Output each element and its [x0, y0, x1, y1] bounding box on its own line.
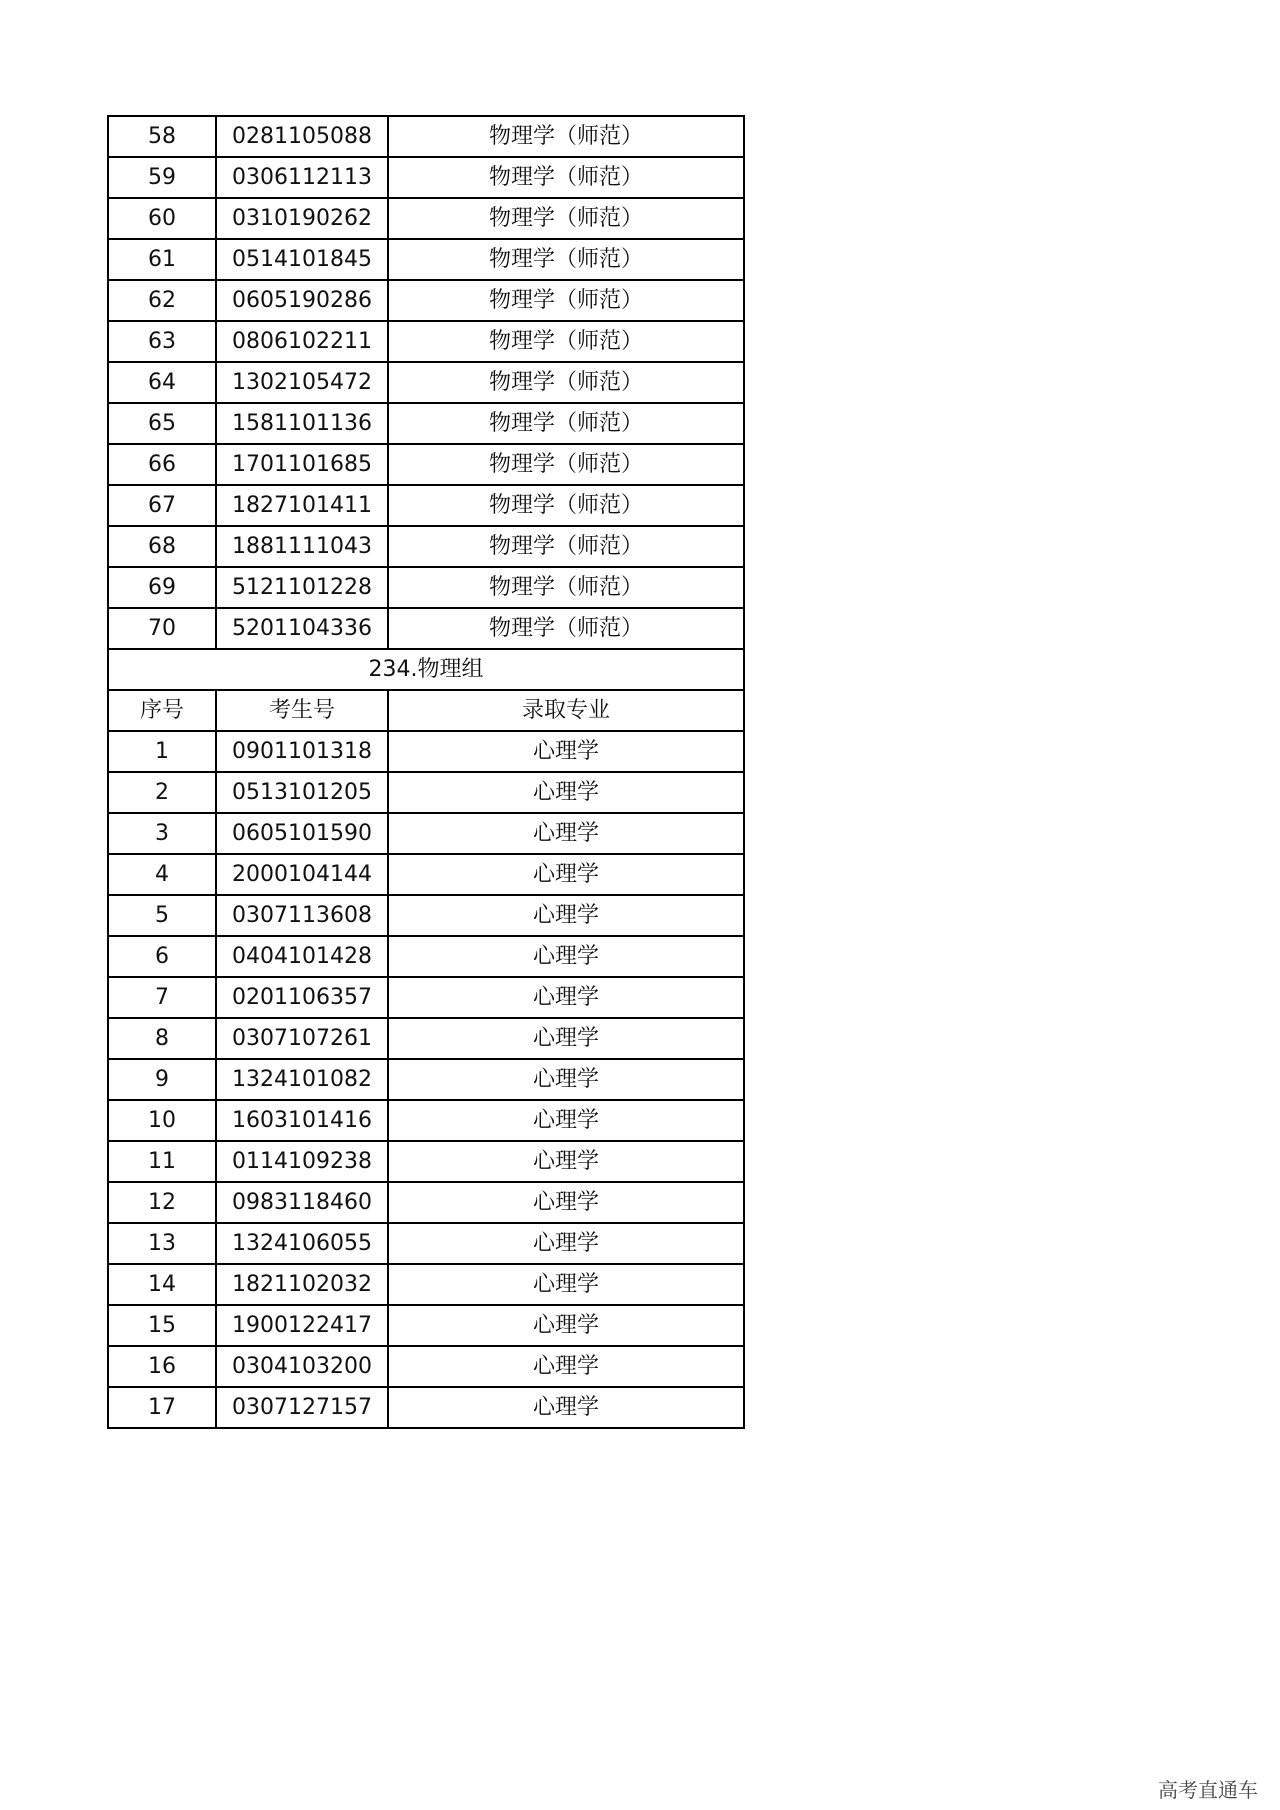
row-major: 心理学: [388, 977, 744, 1018]
row-exam-no: 0306112113: [216, 157, 388, 198]
row-major: 心理学: [388, 895, 744, 936]
row-exam-no: 5121101228: [216, 567, 388, 608]
row-major: 心理学: [388, 1223, 744, 1264]
row-major: 物理学（师范）: [388, 280, 744, 321]
row-major: 心理学: [388, 936, 744, 977]
row-exam-no: 0901101318: [216, 731, 388, 772]
row-exam-no: 0983118460: [216, 1182, 388, 1223]
table-row: [108, 772, 744, 813]
row-exam-no: 0307107261: [216, 1018, 388, 1059]
watermark: 高考直通车: [1158, 1778, 1258, 1802]
row-major: 物理学（师范）: [388, 362, 744, 403]
row-index: 60: [108, 198, 216, 239]
row-exam-no: 0281105088: [216, 116, 388, 157]
row-major: 心理学: [388, 1387, 744, 1428]
group-title: 234.物理组: [108, 649, 744, 690]
row-major: 心理学: [388, 1018, 744, 1059]
header-exam-no: 考生号: [216, 690, 388, 731]
row-index: 65: [108, 403, 216, 444]
row-major: 物理学（师范）: [388, 239, 744, 280]
row-index: 62: [108, 280, 216, 321]
row-index: 11: [108, 1141, 216, 1182]
header-major: 录取专业: [388, 690, 744, 731]
row-index: 66: [108, 444, 216, 485]
row-index: 68: [108, 526, 216, 567]
table-row: [108, 1223, 744, 1264]
row-index: 15: [108, 1305, 216, 1346]
row-major: 物理学（师范）: [388, 444, 744, 485]
table-row: [108, 362, 744, 403]
table-row: [108, 198, 744, 239]
row-index: 1: [108, 731, 216, 772]
table-row: [108, 280, 744, 321]
row-index: 13: [108, 1223, 216, 1264]
row-index: 6: [108, 936, 216, 977]
table-row: [108, 1387, 744, 1428]
row-exam-no: 1900122417: [216, 1305, 388, 1346]
table-row: [108, 157, 744, 198]
row-major: 心理学: [388, 731, 744, 772]
table-row: [108, 485, 744, 526]
row-exam-no: 0605101590: [216, 813, 388, 854]
header-index: 序号: [108, 690, 216, 731]
row-exam-no: 0806102211: [216, 321, 388, 362]
table-row: [108, 1264, 744, 1305]
table-row: [108, 526, 744, 567]
row-exam-no: 1881111043: [216, 526, 388, 567]
row-index: 17: [108, 1387, 216, 1428]
row-major: 心理学: [388, 1305, 744, 1346]
row-major: 物理学（师范）: [388, 403, 744, 444]
table-row: [108, 567, 744, 608]
table-row: [108, 1305, 744, 1346]
row-index: 12: [108, 1182, 216, 1223]
row-exam-no: 1302105472: [216, 362, 388, 403]
row-index: 3: [108, 813, 216, 854]
group-title-row: [108, 649, 744, 690]
row-major: 物理学（师范）: [388, 116, 744, 157]
table-row: [108, 403, 744, 444]
row-exam-no: 1581101136: [216, 403, 388, 444]
row-major: 物理学（师范）: [388, 321, 744, 362]
row-major: 心理学: [388, 854, 744, 895]
row-major: 心理学: [388, 772, 744, 813]
table-row: [108, 895, 744, 936]
row-major: 心理学: [388, 1346, 744, 1387]
row-exam-no: 0310190262: [216, 198, 388, 239]
table-row: [108, 854, 744, 895]
row-exam-no: 1324106055: [216, 1223, 388, 1264]
row-major: 物理学（师范）: [388, 526, 744, 567]
row-index: 69: [108, 567, 216, 608]
row-exam-no: 0114109238: [216, 1141, 388, 1182]
row-exam-no: 0605190286: [216, 280, 388, 321]
row-major: 心理学: [388, 1182, 744, 1223]
row-major: 心理学: [388, 813, 744, 854]
physics-teacher-section: [108, 116, 744, 649]
row-index: 70: [108, 608, 216, 649]
row-index: 67: [108, 485, 216, 526]
table-row: [108, 608, 744, 649]
row-major: 物理学（师范）: [388, 485, 744, 526]
row-exam-no: 0307127157: [216, 1387, 388, 1428]
row-major: 心理学: [388, 1059, 744, 1100]
row-index: 59: [108, 157, 216, 198]
table-row: [108, 1346, 744, 1387]
table-row: [108, 731, 744, 772]
row-index: 16: [108, 1346, 216, 1387]
psychology-section: [108, 731, 744, 1428]
row-index: 5: [108, 895, 216, 936]
row-index: 63: [108, 321, 216, 362]
table-row: [108, 813, 744, 854]
table-row: [108, 1182, 744, 1223]
table-row: [108, 321, 744, 362]
table-row: [108, 1059, 744, 1100]
row-major: 物理学（师范）: [388, 198, 744, 239]
row-major: 心理学: [388, 1141, 744, 1182]
table-row: [108, 936, 744, 977]
table-row: [108, 977, 744, 1018]
row-exam-no: 1827101411: [216, 485, 388, 526]
row-exam-no: 1701101685: [216, 444, 388, 485]
row-index: 61: [108, 239, 216, 280]
row-index: 2: [108, 772, 216, 813]
row-index: 4: [108, 854, 216, 895]
row-exam-no: 0304103200: [216, 1346, 388, 1387]
row-index: 7: [108, 977, 216, 1018]
column-header-row: [108, 690, 744, 731]
row-exam-no: 1603101416: [216, 1100, 388, 1141]
table-row: [108, 444, 744, 485]
table-row: [108, 116, 744, 157]
row-index: 14: [108, 1264, 216, 1305]
row-exam-no: 2000104144: [216, 854, 388, 895]
row-major: 心理学: [388, 1264, 744, 1305]
table-row: [108, 1018, 744, 1059]
row-major: 物理学（师范）: [388, 157, 744, 198]
row-index: 8: [108, 1018, 216, 1059]
row-exam-no: 0201106357: [216, 977, 388, 1018]
row-exam-no: 0514101845: [216, 239, 388, 280]
row-major: 物理学（师范）: [388, 608, 744, 649]
physics-group-section-header: [108, 649, 744, 731]
table-row: [108, 1100, 744, 1141]
row-exam-no: 5201104336: [216, 608, 388, 649]
row-index: 10: [108, 1100, 216, 1141]
row-major: 物理学（师范）: [388, 567, 744, 608]
table-row: [108, 1141, 744, 1182]
admission-table: [107, 115, 745, 1429]
row-exam-no: 1821102032: [216, 1264, 388, 1305]
row-major: 心理学: [388, 1100, 744, 1141]
row-index: 58: [108, 116, 216, 157]
row-index: 64: [108, 362, 216, 403]
row-exam-no: 1324101082: [216, 1059, 388, 1100]
row-index: 9: [108, 1059, 216, 1100]
row-exam-no: 0513101205: [216, 772, 388, 813]
row-exam-no: 0307113608: [216, 895, 388, 936]
table-row: [108, 239, 744, 280]
row-exam-no: 0404101428: [216, 936, 388, 977]
